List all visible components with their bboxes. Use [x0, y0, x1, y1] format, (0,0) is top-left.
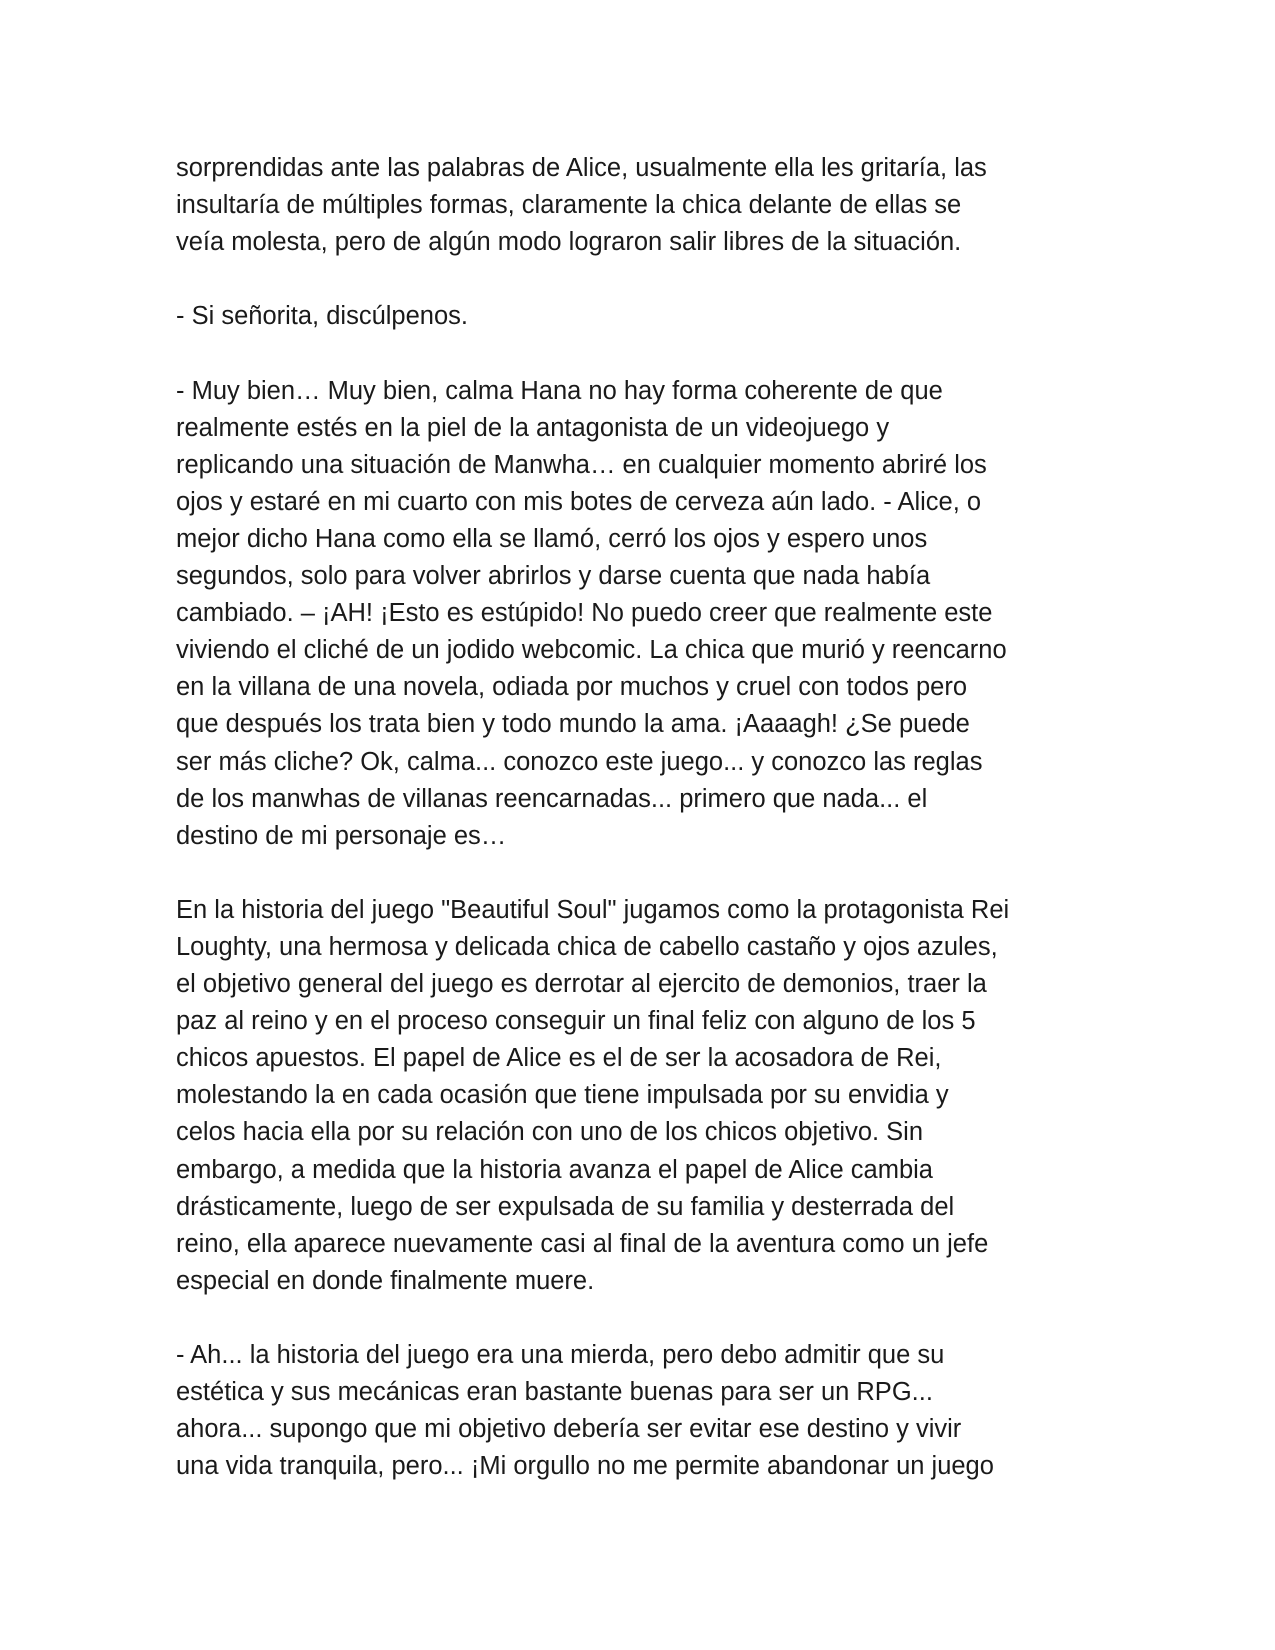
text-line: Loughty, una hermosa y delicada chica de cabello castaño y ojos azules,	[176, 932, 998, 961]
document-body	[176, 150, 1116, 1485]
text-line: sorprendidas ante las palabras de Alice, usualmente ella les gritaría, las	[176, 154, 987, 182]
text-line: una vida tranquila, pero... ¡Mi orgullo no me permite abandonar un juego	[176, 1452, 994, 1481]
text-line: segundos, solo para volver abrirlos y darse cuenta que nada había	[176, 562, 931, 591]
text-line: realmente estés en la piel de la antagonista de un videojuego y	[176, 413, 890, 442]
paragraph	[176, 1337, 1116, 1485]
text-line: replicando una situación de Manwha… en cualquier momento abriré los	[176, 450, 987, 479]
text-line: veía molesta, pero de algún modo lograron salir libres de la situación.	[176, 228, 962, 257]
text-line: - Muy bien… Muy bien, calma Hana no hay forma coherente de que	[176, 376, 943, 405]
text-line: insultaría de múltiples formas, claramente la chica delante de ellas se	[176, 191, 962, 220]
paragraph	[176, 892, 1116, 1300]
paragraph	[176, 373, 1116, 855]
text-line: drásticamente, luego de ser expulsada de su familia y desterrada del	[176, 1192, 955, 1221]
paragraph	[176, 150, 1116, 261]
text-line: - Ah... la historia del juego era una mierda, pero debo admitir que su	[176, 1341, 945, 1369]
paragraph	[176, 298, 1116, 335]
text-line: especial en donde finalmente muere.	[176, 1266, 595, 1295]
text-line: que después los trata bien y todo mundo la ama. ¡Aaaagh! ¿Se puede	[176, 710, 970, 739]
text-line: En la historia del juego "Beautiful Soul" jugamos como la protagonista Rei	[176, 895, 1010, 924]
text-line: - Si señorita, discúlpenos.	[176, 302, 468, 331]
paragraph-spacer	[176, 261, 1116, 298]
paragraph-spacer	[176, 855, 1116, 892]
text-line: cambiado. – ¡AH! ¡Esto es estúpido! No puedo creer que realmente este	[176, 599, 993, 628]
text-line: embargo, a medida que la historia avanza el papel de Alice cambia	[176, 1155, 933, 1184]
text-line: en la villana de una novela, odiada por muchos y cruel con todos pero	[176, 673, 968, 702]
text-line: reino, ella aparece nuevamente casi al final de la aventura como un jefe	[176, 1229, 989, 1258]
text-line: chicos apuestos. El papel de Alice es el de ser la acosadora de Rei,	[176, 1044, 942, 1073]
text-line: ser más cliche? Ok, calma... conozco este juego... y conozco las reglas	[176, 747, 983, 776]
text-line: celos hacia ella por su relación con uno de los chicos objetivo. Sin	[176, 1118, 924, 1147]
text-line: el objetivo general del juego es derrotar al ejercito de demonios, traer la	[176, 970, 987, 999]
paragraph-spacer	[176, 335, 1116, 372]
text-line: ojos y estaré en mi cuarto con mis botes de cerveza aún lado. - Alice, o	[176, 487, 982, 516]
text-line: paz al reino y en el proceso conseguir un final feliz con alguno de los 5	[176, 1007, 976, 1036]
text-line: molestando la en cada ocasión que tiene impulsada por su envidia y	[176, 1081, 949, 1110]
text-line: de los manwhas de villanas reencarnadas... primero que nada... el	[176, 784, 928, 813]
text-line: viviendo el cliché de un jodido webcomic. La chica que murió y reencarno	[176, 636, 1007, 665]
text-line: ahora... supongo que mi objetivo debería ser evitar ese destino y vivir	[176, 1415, 962, 1444]
text-line: mejor dicho Hana como ella se llamó, cerró los ojos y espero unos	[176, 524, 928, 553]
text-line: estética y sus mecánicas eran bastante buenas para ser un RPG...	[176, 1378, 933, 1407]
paragraph-spacer	[176, 1300, 1116, 1337]
text-line: destino de mi personaje es…	[176, 821, 507, 850]
